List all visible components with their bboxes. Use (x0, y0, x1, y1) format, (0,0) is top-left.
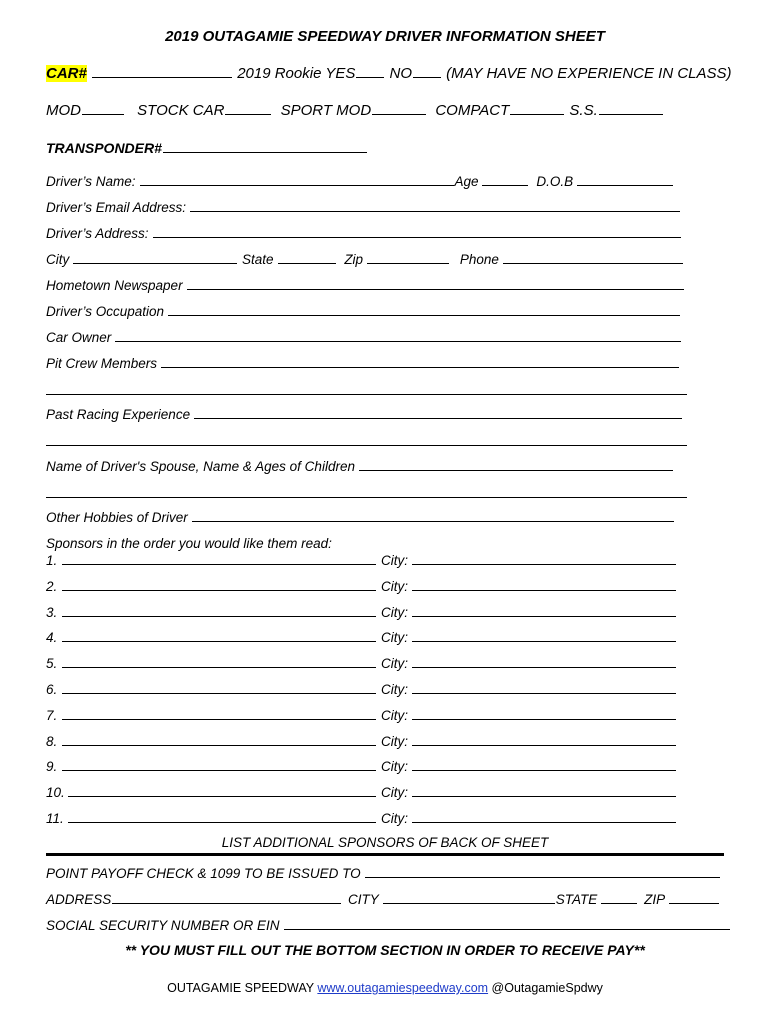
payoff-zip-label: ZIP (644, 892, 666, 907)
car-owner-row (46, 329, 682, 347)
payoff-check-row (46, 865, 721, 883)
sponsor-name-field[interactable] (68, 810, 376, 823)
sponsor-number: 7. (46, 707, 58, 723)
hobbies-field[interactable] (192, 509, 674, 522)
car-row (46, 65, 732, 83)
email-label: Driver’s Email Address: (46, 200, 187, 215)
newspaper-row (46, 277, 685, 295)
sponsor-name-field[interactable] (62, 552, 376, 565)
sponsor-name-field[interactable] (62, 758, 376, 771)
sponsor-name-field[interactable] (68, 784, 376, 797)
transponder-field[interactable] (163, 140, 367, 153)
sponsor-row (46, 552, 677, 570)
payoff-check-field[interactable] (365, 865, 720, 878)
rookie-yes-field[interactable] (356, 65, 384, 78)
sponsor-city-label: City: (381, 811, 408, 826)
sponsor-row (46, 810, 677, 828)
sponsor-name-field[interactable] (62, 629, 376, 642)
sponsor-row (46, 578, 677, 596)
sponsor-city-field[interactable] (412, 810, 676, 823)
sponsor-city-field[interactable] (412, 758, 676, 771)
sponsor-row (46, 681, 677, 699)
past-experience-row (46, 406, 683, 424)
sponsor-number: 8. (46, 733, 58, 749)
payoff-address-row (46, 891, 720, 909)
sponsor-number: 11. (46, 811, 64, 826)
occupation-label: Driver’s Occupation (46, 304, 165, 319)
address-label: Driver’s Address: (46, 226, 149, 241)
hobbies-label: Other Hobbies of Driver (46, 510, 188, 525)
footer-handle: @OutagamieSpdwy (491, 981, 603, 995)
sponsor-city-field[interactable] (412, 578, 676, 591)
sponsor-number: 2. (46, 578, 58, 594)
car-owner-field[interactable] (115, 329, 681, 342)
newspaper-field[interactable] (187, 277, 684, 290)
sponsor-row (46, 707, 677, 725)
drivers-name-label: Driver’s Name: (46, 174, 136, 189)
rookie-label: 2019 Rookie YES (237, 65, 356, 82)
pit-crew-row (46, 355, 680, 373)
past-experience-field[interactable] (194, 406, 682, 419)
additional-sponsors-note: LIST ADDITIONAL SPONSORS OF BACK OF SHEET (221, 835, 549, 850)
class-ss-field[interactable] (599, 102, 663, 115)
sponsor-city-field[interactable] (412, 604, 676, 617)
sponsor-name-field[interactable] (62, 578, 376, 591)
sponsor-city-label: City: (381, 656, 408, 672)
sponsor-city-field[interactable] (412, 707, 676, 720)
pit-crew-extra-line[interactable] (46, 394, 687, 395)
sponsor-city-field[interactable] (412, 784, 676, 797)
transponder-row (46, 139, 368, 157)
city-state-row (46, 251, 684, 269)
email-field[interactable] (190, 199, 680, 212)
sponsor-city-field[interactable] (412, 681, 676, 694)
pay-warning: ** YOU MUST FILL OUT THE BOTTOM SECTION IN ORDER TO RECEIVE PAY** (125, 942, 645, 958)
age-label: Age (454, 174, 479, 189)
transponder-label: TRANSPONDER# (46, 140, 162, 156)
sponsor-row (46, 758, 677, 776)
phone-label: Phone (459, 252, 499, 267)
spouse-extra-line[interactable] (46, 497, 687, 498)
state-field[interactable] (278, 251, 336, 264)
dob-label: D.O.B (536, 174, 574, 189)
sponsor-city-field[interactable] (412, 655, 676, 668)
sponsor-row (46, 733, 677, 751)
sponsor-city-label: City: (381, 785, 408, 801)
page-title: 2019 OUTAGAMIE SPEEDWAY DRIVER INFORMATION SHEET (165, 28, 605, 45)
rookie-no-label: NO (389, 65, 412, 82)
car-owner-label: Car Owner (46, 330, 112, 345)
payoff-zip-field[interactable] (669, 891, 719, 904)
class-sport-mod-label: SPORT MOD (280, 102, 372, 119)
email-row (46, 199, 681, 217)
sponsor-number: 6. (46, 682, 58, 697)
sponsor-number: 1. (46, 553, 58, 568)
payoff-check-label: POINT PAYOFF CHECK & 1099 TO BE ISSUED TO (46, 866, 361, 881)
sponsor-city-label: City: (381, 707, 408, 723)
sponsor-city-label: City: (381, 578, 408, 594)
city-field[interactable] (73, 251, 237, 264)
sponsor-row (46, 655, 677, 673)
footer-org: OUTAGAMIE SPEEDWAY (167, 981, 314, 995)
sponsor-row (46, 604, 677, 622)
payoff-ssn-field[interactable] (284, 917, 730, 930)
sponsor-city-label: City: (381, 630, 408, 646)
class-compact-label: COMPACT (435, 102, 510, 119)
footer-website-link[interactable]: www.outagamiespeedway.com (317, 981, 489, 995)
class-stock-car-label: STOCK CAR (137, 102, 225, 119)
occupation-field[interactable] (168, 303, 680, 316)
address-row (46, 225, 682, 243)
payoff-city-field[interactable] (383, 891, 555, 904)
sponsors-heading: Sponsors in the order you would like them read: (46, 536, 332, 551)
pit-crew-field[interactable] (161, 355, 679, 368)
class-mod-label: MOD (46, 102, 81, 119)
footer (0, 981, 770, 995)
sponsor-city-label: City: (381, 733, 408, 749)
drivers-name-row (46, 173, 674, 191)
car-number-label: CAR# (46, 65, 87, 82)
past-experience-label: Past Racing Experience (46, 407, 191, 422)
newspaper-label: Hometown Newspaper (46, 278, 183, 293)
age-field[interactable] (482, 173, 528, 186)
class-row (46, 102, 664, 120)
sponsor-number: 4. (46, 630, 58, 646)
sponsor-city-field[interactable] (412, 552, 676, 565)
payoff-ssn-label: SOCIAL SECURITY NUMBER OR EIN (46, 918, 280, 933)
past-experience-extra-line[interactable] (46, 445, 687, 446)
payoff-state-field[interactable] (601, 891, 637, 904)
class-stock-car-field[interactable] (225, 102, 271, 115)
rookie-no-field[interactable] (413, 65, 441, 78)
address-field[interactable] (153, 225, 681, 238)
sponsor-city-label: City: (381, 759, 408, 775)
state-label: State (242, 252, 274, 267)
spouse-label: Name of Driver's Spouse, Name & Ages of Children (46, 459, 355, 474)
drivers-name-field[interactable] (140, 173, 454, 186)
zip-label: Zip (344, 252, 364, 267)
sponsor-city-label: City: (381, 604, 408, 620)
sponsor-number: 3. (46, 604, 58, 620)
class-ss-label: S.S. (569, 102, 598, 119)
payoff-address-field[interactable] (112, 891, 341, 904)
city-label: City (46, 252, 70, 267)
occupation-row (46, 303, 681, 321)
experience-note: (MAY HAVE NO EXPERIENCE IN CLASS) (446, 65, 732, 82)
sponsor-number: 10. (46, 785, 65, 801)
class-sport-mod-field[interactable] (372, 102, 426, 115)
pit-crew-label: Pit Crew Members (46, 356, 158, 371)
hobbies-row (46, 509, 675, 527)
payoff-address-label: ADDRESS (46, 892, 112, 907)
sponsor-row (46, 629, 677, 647)
sponsor-number: 5. (46, 656, 58, 672)
sponsor-row (46, 784, 677, 802)
sponsor-number: 9. (46, 759, 58, 775)
car-number-field[interactable] (92, 65, 232, 78)
sponsor-name-field[interactable] (62, 655, 376, 668)
spouse-field[interactable] (359, 458, 673, 471)
section-divider (46, 853, 724, 856)
sponsor-name-field[interactable] (62, 733, 376, 746)
phone-field[interactable] (503, 251, 683, 264)
class-mod-field[interactable] (82, 102, 124, 115)
payoff-state-label: STATE (555, 892, 598, 907)
payoff-ssn-row (46, 917, 731, 935)
sponsor-city-label: City: (381, 553, 408, 568)
sponsor-name-field[interactable] (62, 707, 376, 720)
payoff-city-label: CITY (348, 892, 379, 907)
spouse-row (46, 458, 674, 476)
sponsor-name-field[interactable] (62, 681, 376, 694)
zip-field[interactable] (367, 251, 449, 264)
sponsor-city-field[interactable] (412, 733, 676, 746)
dob-field[interactable] (577, 173, 673, 186)
sponsor-city-label: City: (381, 682, 408, 697)
class-compact-field[interactable] (510, 102, 564, 115)
sponsor-name-field[interactable] (62, 604, 376, 617)
sponsor-city-field[interactable] (412, 629, 676, 642)
